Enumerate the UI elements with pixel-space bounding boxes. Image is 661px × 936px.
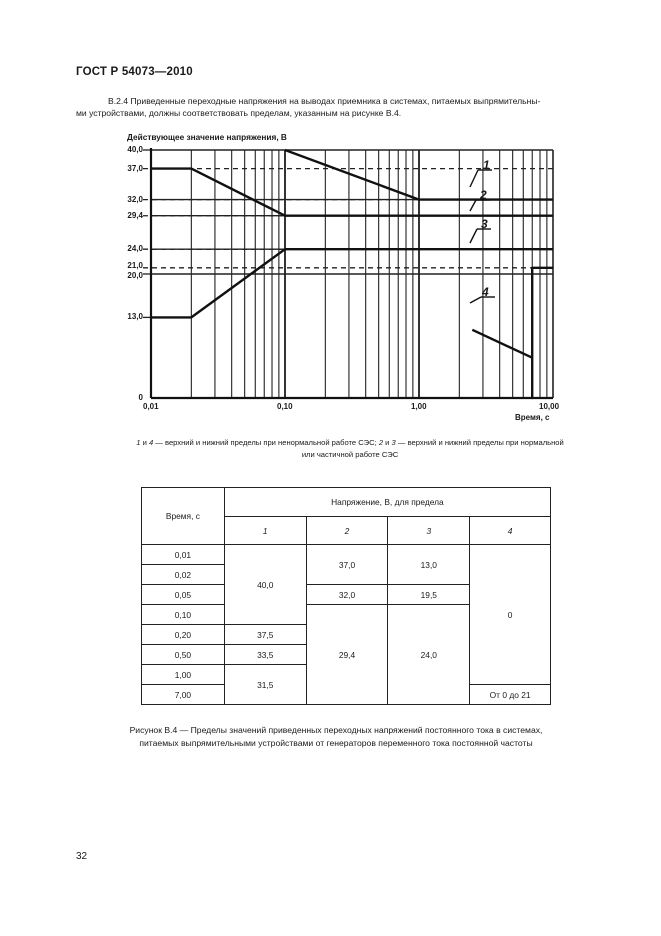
legend-curve-1: 1 bbox=[136, 438, 141, 447]
chart-axes bbox=[151, 148, 553, 398]
curve-label-2: 2 bbox=[480, 188, 487, 202]
table-cell-limit-2: 29,4 bbox=[306, 605, 388, 705]
curve-label-3: 3 bbox=[481, 217, 488, 231]
y-tick-label: 40,0 bbox=[127, 145, 143, 154]
table-cell-limit-4: От 0 до 21 bbox=[470, 685, 551, 705]
legend-curve-4: 4 bbox=[148, 438, 154, 447]
intro-line-2: ми устройствами, должны соответствовать пределам, указанным на рисунке В.4. bbox=[76, 108, 402, 118]
curve-label-1: 1 bbox=[483, 158, 490, 172]
table-cell-limit-1: 31,5 bbox=[224, 665, 306, 705]
table-header-limit-4: 4 bbox=[470, 517, 551, 545]
y-tick-label: 29,4 bbox=[127, 210, 143, 220]
legend-text: и bbox=[140, 438, 149, 447]
table-cell-limit-1: 40,0 bbox=[224, 545, 306, 625]
table-cell-limit-3: 13,0 bbox=[388, 545, 470, 585]
figure-legend bbox=[90, 437, 610, 461]
caption-line-1: Рисунок В.4 — Пределы значений приведенных переходных напряжений постоянного тока в системах, bbox=[129, 725, 543, 735]
table-cell-limit-2: 37,0 bbox=[306, 545, 388, 585]
table-cell-limit-3: 19,5 bbox=[388, 585, 470, 605]
table-cell-limit-1: 33,5 bbox=[224, 645, 306, 665]
y-tick-label: 13,0 bbox=[127, 312, 143, 322]
table-time-cell: 0,05 bbox=[142, 585, 225, 605]
intro-line-1: В.2.4 Приведенные переходные напряжения на выводах приемника в системах, питаемых выпрямительны- bbox=[108, 96, 541, 106]
legend-text: — верхний и нижний пределы при ненормальной работе СЭС; bbox=[153, 438, 379, 447]
legend-text: и bbox=[383, 438, 392, 447]
table-time-cell: 0,50 bbox=[142, 645, 225, 665]
page-number: 32 bbox=[76, 851, 88, 862]
voltage-limits-chart bbox=[0, 0, 661, 430]
curve-3 bbox=[151, 249, 553, 317]
x-tick-label: 10,00 bbox=[539, 402, 560, 411]
chart-y-axis-label: Действующее значение напряжения, В bbox=[127, 132, 287, 142]
table-time-cell: 1,00 bbox=[142, 665, 225, 685]
x-tick-label: 0,01 bbox=[143, 402, 159, 411]
y-tick-label: 37,0 bbox=[127, 163, 143, 173]
legend-text: — верхний и нижний пределы при нормальной bbox=[395, 438, 564, 447]
table-time-cell: 0,01 bbox=[142, 545, 225, 565]
table-cell-limit-3: 24,0 bbox=[388, 605, 470, 705]
table-time-cell: 0,02 bbox=[142, 565, 225, 585]
y-tick-label: 0 bbox=[138, 393, 143, 402]
table-header-limit-2: 2 bbox=[306, 517, 388, 545]
legend-line-2: или частичной работе СЭС bbox=[301, 450, 399, 459]
table-header-limit-3: 3 bbox=[388, 517, 470, 545]
table-cell-limit-2: 32,0 bbox=[306, 585, 388, 605]
curve-label-leader bbox=[470, 297, 481, 303]
legend-curve-2: 2 bbox=[378, 438, 384, 447]
y-tick-label: 21,0 bbox=[127, 260, 143, 270]
table-cell-limit-1: 37,5 bbox=[224, 625, 306, 645]
x-tick-label: 0,10 bbox=[277, 402, 293, 411]
chart-x-axis-label: Время, с bbox=[515, 413, 550, 422]
table-header-voltage: Напряжение, В, для предела bbox=[224, 488, 550, 517]
table-header-limit-1: 1 bbox=[224, 517, 306, 545]
table-cell-limit-4: 0 bbox=[470, 545, 551, 685]
curve-label-leader bbox=[470, 170, 478, 187]
limits-table bbox=[141, 487, 551, 705]
table-time-cell: 7,00 bbox=[142, 685, 225, 705]
legend-line-1 bbox=[90, 437, 610, 449]
document-header: ГОСТ Р 54073—2010 bbox=[76, 66, 193, 78]
caption-line-2: питаемых выпрямительными устройствами от генераторов переменного тока постоянной частоты bbox=[139, 738, 533, 748]
x-tick-label: 1,00 bbox=[411, 402, 427, 411]
table-time-cell: 0,10 bbox=[142, 605, 225, 625]
curve-label-4: 4 bbox=[482, 285, 489, 299]
table-header-time: Время, с bbox=[142, 488, 225, 545]
y-tick-label: 20,0 bbox=[127, 271, 143, 280]
curve-label-leader bbox=[470, 229, 477, 243]
table-time-cell: 0,20 bbox=[142, 625, 225, 645]
legend-curve-3: 3 bbox=[391, 438, 396, 447]
y-tick-label: 32,0 bbox=[127, 194, 143, 204]
y-tick-label: 24,0 bbox=[127, 244, 143, 254]
curve-label-leader bbox=[470, 200, 476, 211]
figure-caption bbox=[96, 724, 576, 750]
